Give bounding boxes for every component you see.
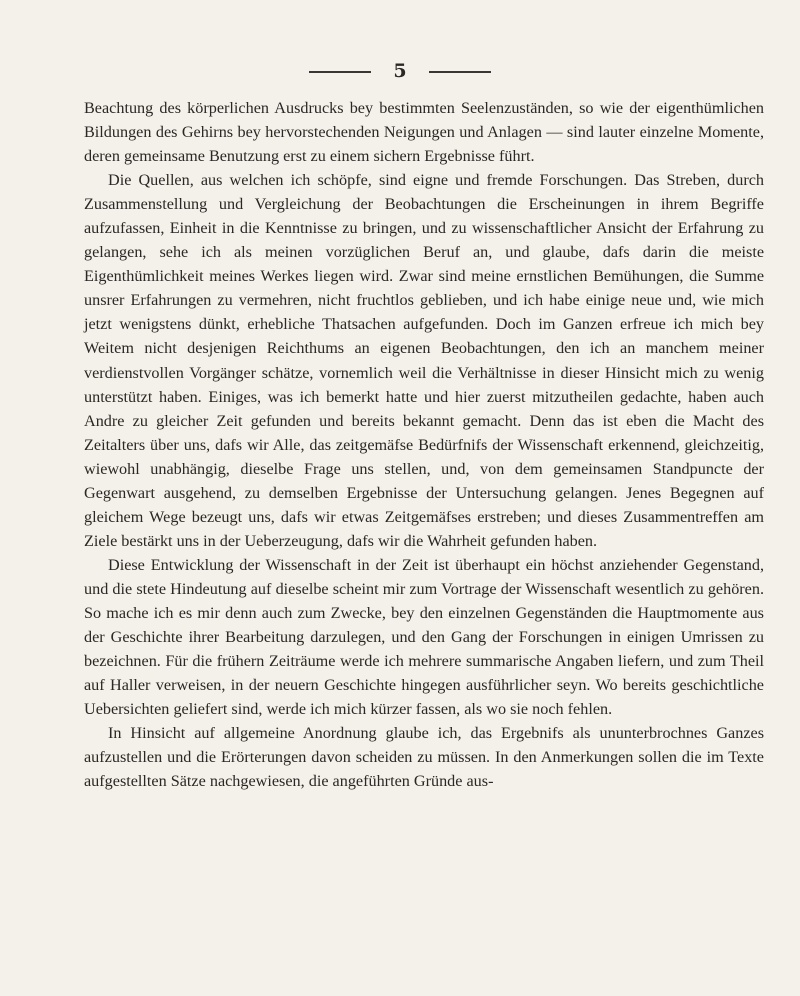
- paragraph-1: Beachtung des körperlichen Ausdrucks bey bestimmten Seelenzuständen, so wie der eigenthümlichen Bildungen des Gehirns bey hervorstechenden Neigungen und Anlagen — sind lauter einzelne Momente, deren gemeinsame Benutzung erst zu einem sichern Ergebnisse führt.: [84, 99, 764, 166]
- page-header: [0, 62, 800, 81]
- page-number: 5: [393, 60, 407, 82]
- paragraph-4: In Hinsicht auf allgemeine Anordnung glaube ich, das Ergebnifs als ununterbrochnes Ganzes aufzustellen und die Erörterungen davon scheiden zu müssen. In den Anmerkungen sollen die im Texte aufgestellten Sätze nachgewiesen, die angeführten Gründe aus-: [84, 724, 764, 791]
- header-rule-left: [309, 71, 371, 73]
- paragraph-3: Diese Entwicklung der Wissenschaft in der Zeit ist überhaupt ein höchst anziehender Gegenstand, und die stete Hindeutung auf dieselbe scheint mir zum Vortrage der Wissenschaft wesentlich zu gehören. So mache ich es mir denn auch zum Zwecke, bey den einzelnen Gegenständen die Hauptmomente aus der Geschichte ihrer Bearbeitung darzulegen, und den Gang der Forschungen in einigen Umrissen zu bezeichnen. Für die frühern Zeiträume werde ich mehrere summarische Angaben liefern, und zum Theil auf Haller verweisen, in der neuern Geschichte hingegen ausführlicher seyn. Wo bereits geschichtliche Uebersichten geliefert sind, werde ich mich kürzer fassen, als wo sie noch fehlen.: [84, 555, 764, 719]
- header-rule-right: [429, 71, 491, 73]
- paragraph-2: Die Quellen, aus welchen ich schöpfe, sind eigne und fremde Forschungen. Das Streben, durch Zusammenstellung und Vergleichung der Beobachtungen die Erscheinungen in ihrem Begriffe aufzufassen, Einheit in die Kenntnisse zu bringen, und zu wissenschaftlicher Ansicht der Erfahrung zu gelangen, sehe ich als meinen vorzüglichen Beruf an, und glaube, dafs darin die meiste Eigenthümlichkeit meines Werkes liegen wird. Zwar sind meine ernstlichen Bemühungen, die Summe unsrer Erfahrungen zu vermehren, nicht fruchtlos geblieben, und ich habe einige neue und, wie mich jetzt wenigstens dünkt, erhebliche Thatsachen aufgefunden. Doch im Ganzen erfreue ich mich bey Weitem nicht desjenigen Reichthums an eigenen Beobachtungen, den ich an manchem meiner verdienstvollen Vorgänger schätze, vornemlich weil die Verhältnisse in dieser Hinsicht mich zu wenig unterstützt haben. Einiges, was ich bemerkt hatte und hier zuerst mitzutheilen gedachte, haben auch Andre zu gleicher Zeit gefunden und bereits bekannt gemacht. Denn das ist eben die Macht des Zeitalters über uns, dafs wir Alle, das zeitgemäfse Bedürfnifs der Wissenschaft erkennend, gleichzeitig, wiewohl unabhängig, dieselbe Frage uns stellen, und, von dem gemeinsamen Standpuncte der Gegenwart ausgehend, zu demselben Ergebnisse der Untersuchung gelangen. Jenes Begegnen auf gleichem Wege bezeugt uns, dafs wir etwas Zeitgemäfses erstreben; und dieses Zusammentreffen am Ziele bestärkt uns in der Ueberzeugung, dafs wir die Wahrheit gefunden haben.: [84, 171, 764, 550]
- body-text: [84, 96, 764, 793]
